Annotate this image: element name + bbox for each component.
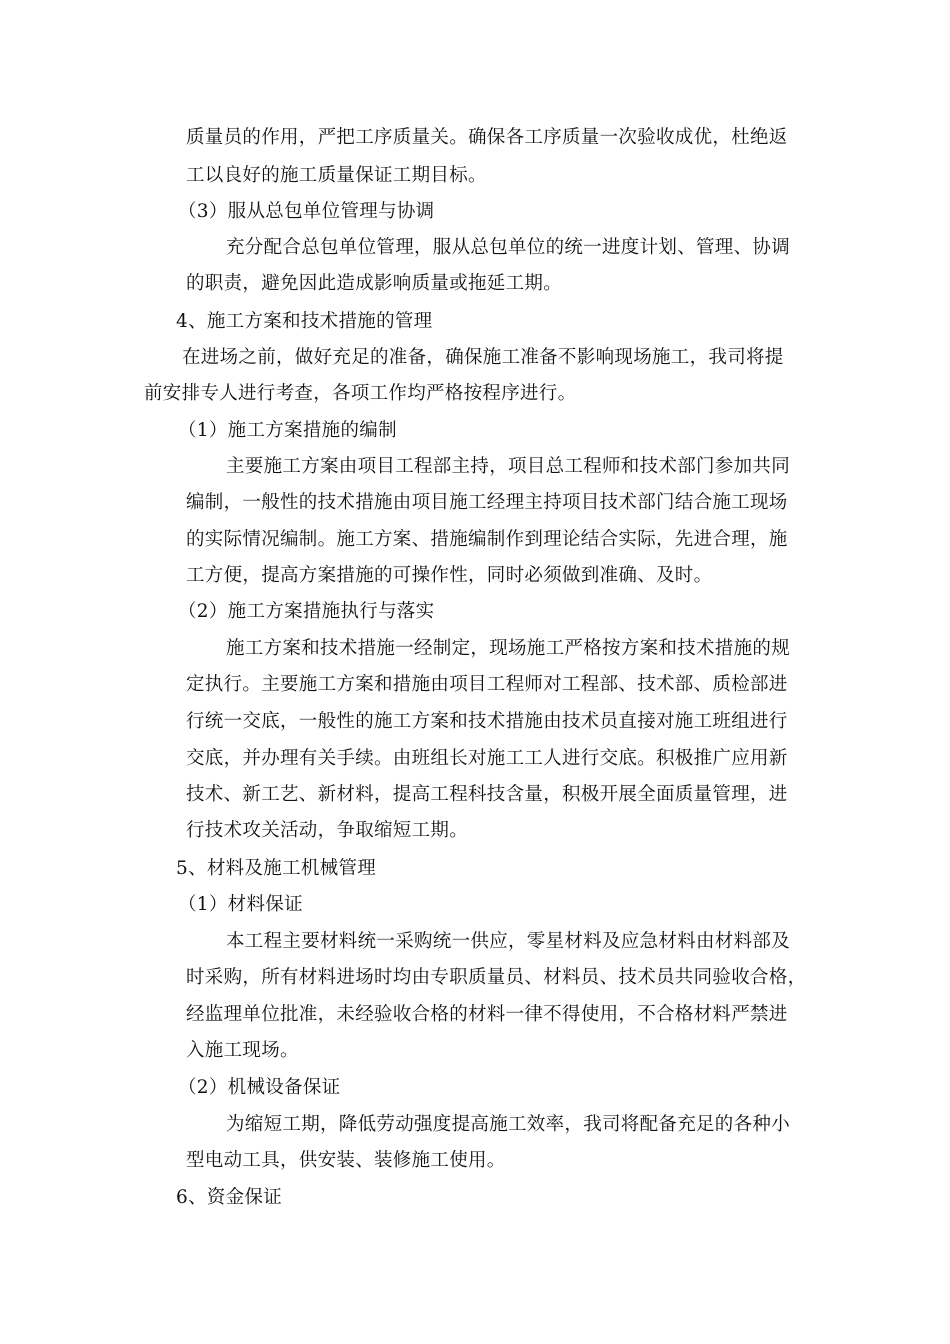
text-line: 入施工现场。 [186,1040,299,1061]
text-line: 型电动工具，供安装、装修施工使用。 [186,1150,506,1171]
text-line: 前安排专人进行考查，各项工作均严格按程序进行。 [144,383,577,404]
text-line: 主要施工方案由项目工程部主持，项目总工程师和技术部门参加共同 [226,456,791,477]
text-line: 为缩短工期，降低劳动强度提高施工效率，我司将配备充足的各种小 [226,1114,791,1135]
text-line: 质量员的作用，严把工序质量关。确保各工序质量一次验收成优，杜绝返 [186,127,788,148]
section-heading: （2）施工方案措施执行与落实 [178,601,435,622]
text-line: 定执行。主要施工方案和措施由项目工程师对工程部、技术部、质检部进 [186,674,788,695]
text-line: 的职责，避免因此造成影响质量或拖延工期。 [186,273,563,294]
section-heading: 6、资金保证 [176,1187,283,1208]
section-heading: （1）施工方案措施的编制 [178,420,397,441]
text-line: 充分配合总包单位管理，服从总包单位的统一进度计划、管理、协调 [226,237,791,258]
text-line: 时采购，所有材料进场时均由专职质量员、材料员、技术员共同验收合格， [186,967,807,988]
text-line: 交底，并办理有关手续。由班组长对施工工人进行交底。积极推广应用新 [186,748,788,769]
section-heading: 5、材料及施工机械管理 [176,858,377,879]
section-heading: （3）服从总包单位管理与协调 [178,201,435,222]
section-heading: （1）材料保证 [178,894,303,915]
section-heading: （2）机械设备保证 [178,1077,341,1098]
text-line: 经监理单位批准，未经验收合格的材料一律不得使用，不合格材料严禁进 [186,1004,788,1025]
text-line: 行统一交底，一般性的施工方案和技术措施由技术员直接对施工班组进行 [186,711,788,732]
text-line: 行技术攻关活动，争取缩短工期。 [186,820,469,841]
text-line: 技术、新工艺、新材料，提高工程科技含量，积极开展全面质量管理，进 [186,784,788,805]
text-line: 在进场之前，做好充足的准备，确保施工准备不影响现场施工，我司将提 [182,347,784,368]
text-line: 工方便，提高方案措施的可操作性，同时必须做到准确、及时。 [186,565,713,586]
text-line: 本工程主要材料统一采购统一供应，零星材料及应急材料由材料部及 [226,931,791,952]
section-heading: 4、施工方案和技术措施的管理 [176,311,433,332]
text-line: 的实际情况编制。施工方案、措施编制作到理论结合实际，先进合理，施 [186,529,788,550]
text-line: 编制，一般性的技术措施由项目施工经理主持项目技术部门结合施工现场 [186,492,788,513]
text-line: 施工方案和技术措施一经制定，现场施工严格按方案和技术措施的规 [226,638,791,659]
text-line: 工以良好的施工质量保证工期目标。 [186,165,487,186]
